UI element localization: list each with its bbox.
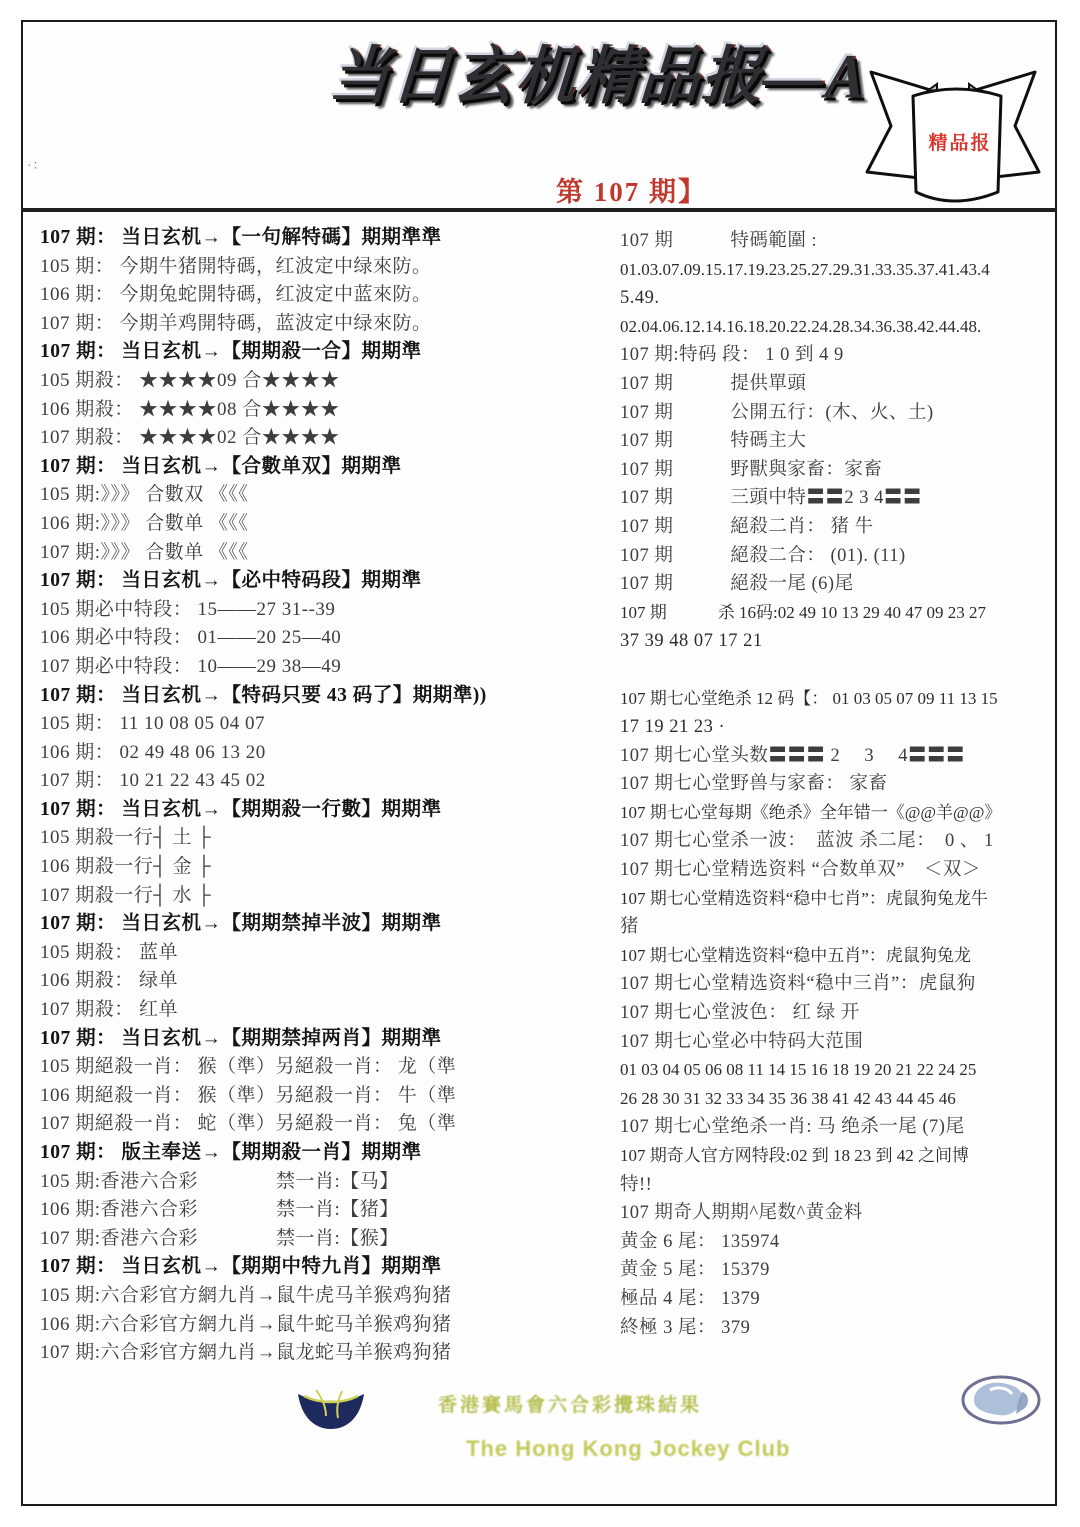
report-line: 106 期殺： ★★★★08 合★★★★ [40, 398, 340, 420]
report-line: 107 期： 当日玄机→【合數单双】期期準 [40, 455, 402, 477]
report-line: 107 期七心堂必中特码大范围 [620, 1031, 864, 1052]
page-title: 当日玄机精品报—A [327, 41, 871, 111]
report-line: 105 期絕殺一肖： 猴（準）另絕殺一肖： 龙（準 [40, 1056, 457, 1078]
report-line: 107 期七心堂绝杀一肖: 马 绝杀一尾 (7)尾 [620, 1117, 965, 1138]
report-line: 終極 3 尾： 379 [620, 1317, 751, 1338]
jockey-club-english-text: The Hong Kong Jockey Club [466, 1436, 791, 1461]
report-line: 106 期殺： 绿单 [40, 970, 179, 992]
left-column [40, 224, 595, 1368]
report-line: 107 期七心堂精选资料“稳中三肖”：虎鼠狗 [620, 974, 976, 995]
globe-logo-icon [296, 1386, 366, 1437]
report-line: 107 期:》》》 合數单 《《《 [40, 541, 249, 563]
report-line: 105 期:香港六合彩 禁一肖:【马】 [40, 1170, 399, 1192]
report-line: 107 期： 当日玄机→【期期殺一行數】期期準 [40, 798, 442, 820]
report-line: 106 期絕殺一肖： 猴（準）另絕殺一肖： 牛（準 [40, 1084, 457, 1106]
report-line: 106 期必中特段： 01——20 25—40 [40, 627, 342, 649]
report-line: 特!! [620, 1174, 653, 1195]
report-line: 26 28 30 31 32 33 34 35 36 38 41 42 43 44 45 46 [620, 1088, 956, 1108]
report-line: 107 期 杀 16码:02 49 10 13 29 40 47 09 23 27 [620, 602, 986, 622]
report-line: 107 期： 当日玄机→【特码只要 43 码了】期期準)) [40, 684, 487, 706]
report-line: 107 期 野獸與家畜：家畜 [620, 459, 883, 480]
report-line: 105 期:》》》 合數双 《《《 [40, 484, 249, 506]
report-line: 107 期： 版主奉送→【期期殺一肖】期期準 [40, 1142, 422, 1163]
header-divider [21, 208, 1057, 212]
report-line: 107 期： 当日玄机→【期期禁掉两肖】期期準 [40, 1027, 442, 1049]
report-line: 猪 [620, 917, 640, 938]
report-line: 107 期七心堂杀一波： 蓝波 杀二尾： 0 、 1 [620, 831, 994, 852]
report-line: 17 19 21 23 · [620, 717, 726, 738]
report-line: 107 期 三頭中特〓〓2 3 4〓〓 [620, 488, 922, 509]
report-line: 107 期七心堂头数〓〓〓 2 3 4〓〓〓 [620, 745, 966, 766]
scan-artifact-mark: ·∶ [27, 159, 40, 174]
report-line: 01 03 04 05 06 08 11 14 15 16 18 19 20 21 22 24 25 [620, 1060, 977, 1080]
report-line: 107 期 絕殺二肖： 猪 牛 [620, 516, 874, 537]
report-line: 105 期必中特段： 15——27 31--39 [40, 598, 336, 620]
report-line: 黄金 5 尾： 15379 [620, 1260, 770, 1281]
report-line [620, 656, 1052, 685]
report-line: 107 期七心堂精选资料“稳中七肖”：虎鼠狗兔龙牛 [620, 888, 988, 908]
report-line: 107 期： 当日玄机→【期期殺一合】期期準 [40, 341, 422, 363]
report-line: 02.04.06.12.14.16.18.20.22.24.28.34.36.38.42.44.48. [620, 316, 982, 336]
report-line: 107 期奇人期期^尾数^黄金料 [620, 1203, 863, 1224]
report-line: 107 期 提供單頭 [620, 373, 807, 394]
report-line: 5.49. [620, 288, 660, 309]
report-line: 107 期 特碼範圍 : [620, 231, 818, 251]
jockey-club-chinese-text: 香港賽馬會六合彩攪珠結果 [438, 1395, 703, 1416]
report-line: 107 期奇人官方网特段:02 到 18 23 到 42 之间博 [620, 1146, 969, 1165]
issue-number: 第 107 期】 [556, 177, 707, 207]
report-line: 107 期： 今期羊鸡開特碼，蓝波定中绿來防。 [40, 312, 432, 334]
report-line: 105 期:六合彩官方網九肖→鼠牛虎马羊猴鸡狗猪 [40, 1284, 452, 1306]
report-line: 106 期:香港六合彩 禁一肖:【猪】 [40, 1199, 399, 1221]
jockey-club-horse-logo-icon [960, 1374, 1042, 1433]
report-line: 107 期 絕殺二合： (01). (11) [620, 545, 906, 566]
report-line: 107 期七心堂波色： 红 绿 开 [620, 1003, 860, 1024]
report-line: 106 期殺一行┤ 金 ├ [40, 856, 212, 878]
report-line: 107 期:特码 段： 1 0 到 4 9 [620, 345, 844, 366]
report-line: 107 期:香港六合彩 禁一肖:【猴】 [40, 1227, 399, 1249]
report-line: 黄金 6 尾： 135974 [620, 1231, 780, 1252]
report-line: 107 期七心堂每期《绝杀》全年错一《@@羊@@》 [620, 802, 1002, 822]
report-line: 107 期： 当日玄机→【必中特码段】期期準 [40, 570, 422, 592]
report-line: 107 期 公開五行：(木、火、土) [620, 402, 934, 423]
report-line: 107 期： 10 21 22 43 45 02 [40, 770, 266, 792]
report-line: 107 期殺一行┤ 水 ├ [40, 884, 212, 906]
report-line: 107 期七心堂野兽与家畜： 家畜 [620, 774, 888, 795]
report-line: 107 期 絕殺一尾 (6)尾 [620, 574, 854, 595]
report-line: 106 期： 今期兔蛇開特碼，红波定中蓝來防。 [40, 284, 432, 306]
report-line: 105 期： 今期牛猪開特碼，红波定中绿來防。 [40, 255, 432, 277]
report-line: 37 39 48 07 17 21 [620, 631, 763, 652]
report-line: 105 期： 11 10 08 05 04 07 [40, 713, 266, 735]
report-line: 105 期殺： ★★★★09 合★★★★ [40, 369, 340, 391]
report-line: 107 期必中特段： 10——29 38—49 [40, 655, 342, 677]
report-line: 107 期七心堂绝杀 12 码【： 01 03 05 07 09 11 13 15 [620, 688, 998, 708]
report-line: 107 期七心堂精选资料“稳中五肖”：虎鼠狗兔龙 [620, 945, 971, 965]
ribbon-label: 精品报 [928, 133, 992, 154]
report-line: 107 期殺： 红单 [40, 999, 179, 1021]
report-line: 105 期殺一行┤ 土 ├ [40, 827, 212, 849]
report-line: 107 期： 当日玄机→【一句解特碼】期期準準 [40, 227, 442, 248]
report-line: 極品 4 尾： 1379 [620, 1288, 761, 1309]
right-column [620, 227, 1052, 1342]
report-line: 106 期:》》》 合數单 《《《 [40, 512, 249, 534]
report-line: 105 期殺： 蓝单 [40, 941, 179, 963]
report-line: 107 期七心堂精选资料 “合数单双” ＜双＞ [620, 860, 981, 881]
report-line: 106 期： 02 49 48 06 13 20 [40, 741, 266, 763]
report-line: 107 期： 当日玄机→【期期中特九肖】期期準 [40, 1256, 442, 1278]
report-line: 107 期殺： ★★★★02 合★★★★ [40, 427, 340, 449]
report-line: 107 期： 当日玄机→【期期禁掉半波】期期準 [40, 913, 442, 935]
report-line: 107 期 特碼主大 [620, 431, 807, 452]
report-line: 106 期:六合彩官方網九肖→鼠牛蛇马羊猴鸡狗猪 [40, 1313, 452, 1335]
report-line: 107 期絕殺一肖： 蛇（準）另絕殺一肖： 兔（準 [40, 1113, 457, 1135]
report-line: 01.03.07.09.15.17.19.23.25.27.29.31.33.35.37.41.43.4 [620, 259, 990, 279]
report-line: 107 期:六合彩官方網九肖→鼠龙蛇马羊猴鸡狗猪 [40, 1342, 452, 1364]
